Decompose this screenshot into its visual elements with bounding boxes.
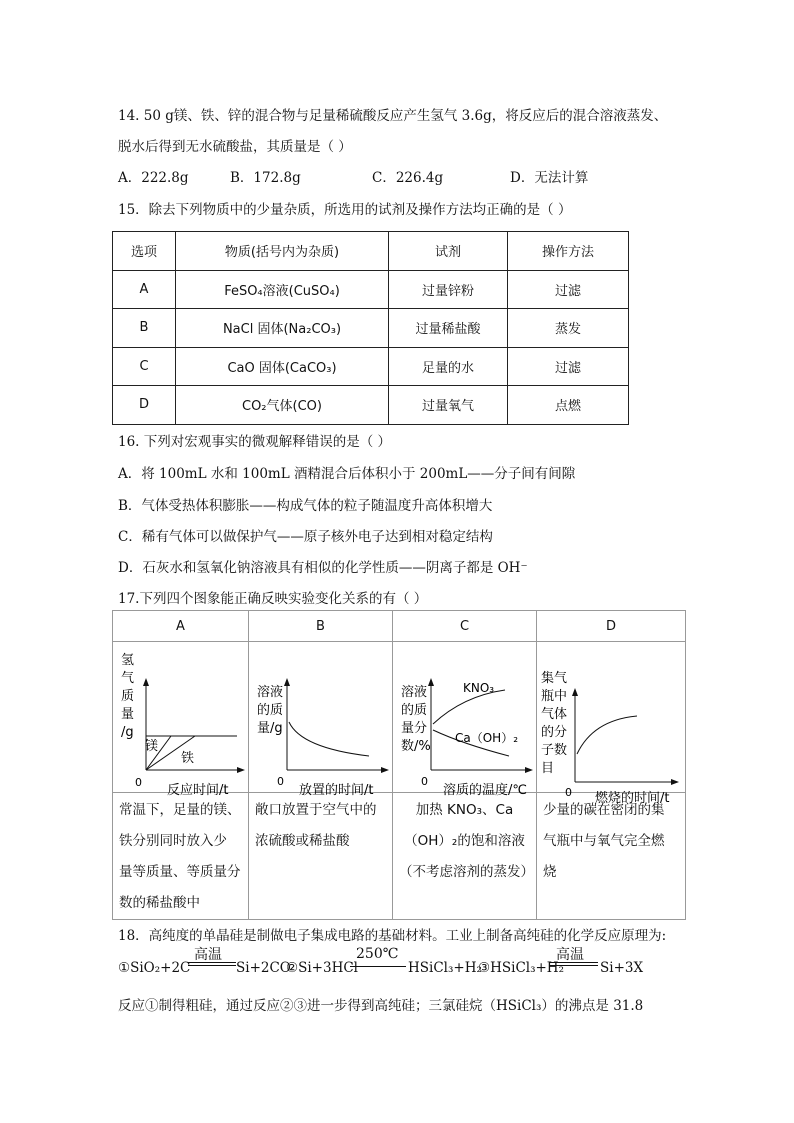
table-row — [113, 347, 629, 386]
graph-d-cell — [537, 642, 686, 806]
desc-line: 少量的碳在密闭的集 — [543, 802, 665, 818]
cell-reagent: 过量氧气 — [389, 386, 508, 425]
cell-method: 点燃 — [508, 386, 629, 425]
y-label-line: 子数 — [541, 743, 568, 758]
x-label: 反应时间/t — [167, 783, 229, 798]
eq3-left: ③HSiCl₃+H₂ — [478, 960, 564, 976]
cell-substance: NaCl 固体(Na₂CO₃) — [176, 309, 389, 348]
desc-line: 常温下，足量的镁、 — [119, 802, 241, 818]
x-label: 溶质的温度/℃ — [443, 783, 527, 798]
q16-option-b: B．气体受热体积膨胀——构成气体的粒子随温度升高体积增大 — [118, 498, 493, 514]
y-axis-arrow — [428, 678, 434, 686]
graph-b-cell — [249, 642, 393, 798]
desc-line: 敞口放置于空气中的 — [255, 802, 377, 818]
header-cell: B — [249, 611, 393, 642]
header-cell: A — [113, 611, 249, 642]
y-axis-arrow — [572, 688, 578, 696]
q14-option-a: A．222.8g — [118, 170, 189, 186]
y-axis-arrow — [284, 678, 290, 686]
x-label: 燃烧的时间/t — [595, 791, 670, 806]
mg-label: 镁 — [145, 739, 159, 754]
graph-d — [537, 642, 685, 806]
x-label: 放置的时间/t — [299, 783, 374, 798]
graph-a — [113, 642, 248, 798]
eq1-bar-bottom — [188, 965, 236, 966]
q14-option-c: C．226.4g — [372, 170, 444, 186]
caoh2-label: Ca（OH）₂ — [455, 731, 519, 745]
cell-option: C — [113, 347, 176, 386]
origin-label: 0 — [277, 775, 284, 788]
graph-a-cell — [113, 642, 249, 798]
desc-line: 数的稀盐酸中 — [119, 895, 200, 911]
q16-option-c: C．稀有气体可以做保护气——原子核外电子达到相对稳定结构 — [118, 529, 493, 545]
y-label-line: 气体 — [541, 707, 568, 722]
q18-equations — [118, 946, 678, 978]
header-cell: 物质(括号内为杂质) — [176, 232, 389, 271]
table-row — [113, 309, 629, 348]
graph-c-cell — [393, 642, 537, 798]
table-row — [113, 386, 629, 425]
graphs-row — [113, 642, 686, 793]
y-label-line: 集气 — [541, 671, 568, 686]
y-label-line: 的质 — [257, 703, 284, 718]
eq2-bar — [350, 966, 406, 967]
y-label-char: 气 — [121, 671, 135, 686]
desc-line: 烧 — [543, 864, 557, 880]
cell-option: A — [113, 270, 176, 309]
eq1-left: ①SiO₂+2C — [118, 960, 191, 976]
table-row — [113, 270, 629, 309]
descriptions-row — [113, 793, 686, 920]
header-cell: 操作方法 — [508, 232, 629, 271]
eq3-bar-top — [550, 962, 598, 963]
cell-reagent: 过量锌粉 — [389, 270, 508, 309]
cell-method: 过滤 — [508, 347, 629, 386]
y-label-line: 目 — [541, 761, 555, 776]
desc-line: 量等质量、等质量分 — [119, 864, 241, 880]
graph-b — [249, 642, 392, 798]
table-header-row — [113, 611, 686, 642]
q15-stem: 15．除去下列物质中的少量杂质，所选用的试剂及操作方法均正确的是（ ） — [118, 202, 572, 218]
q16-option-a: A．将 100mL 水和 100mL 酒精混合后体积小于 200mL——分子间有间隙 — [118, 466, 576, 482]
eq1-bar-top — [188, 962, 236, 963]
cell-substance: CO₂气体(CO) — [176, 386, 389, 425]
eq2-right: HSiCl₃+H₂ — [408, 960, 482, 976]
molecules-curve — [577, 716, 637, 754]
desc-b — [249, 793, 393, 920]
origin-label: 0 — [135, 776, 142, 789]
x-axis-arrow — [381, 767, 389, 773]
desc-d — [537, 793, 686, 920]
cell-substance: FeSO₄溶液(CuSO₄) — [176, 270, 389, 309]
header-cell: C — [393, 611, 537, 642]
kno3-label: KNO₃ — [463, 681, 495, 695]
cell-method: 过滤 — [508, 270, 629, 309]
origin-label: 0 — [565, 786, 572, 799]
y-label-line: 的分 — [541, 725, 568, 740]
q16-stem: 16. 下列对宏观事实的微观解释错误的是（ ） — [118, 434, 392, 450]
graph-c — [393, 642, 536, 798]
cell-option: B — [113, 309, 176, 348]
x-axis-arrow — [671, 779, 679, 785]
desc-c — [393, 793, 537, 920]
y-label-char: 质 — [121, 689, 135, 704]
q14-option-b: B．172.8g — [230, 170, 301, 186]
eq3-bar-bottom — [550, 965, 598, 966]
q15-table — [112, 231, 629, 425]
y-label-char: /g — [121, 725, 134, 740]
eq2-left: ②Si+3HCl — [286, 960, 358, 976]
cell-reagent: 过量稀盐酸 — [389, 309, 508, 348]
desc-line: （不考虑溶剂的蒸发） — [399, 864, 534, 880]
cell-method: 蒸发 — [508, 309, 629, 348]
q17-stem: 17.下列四个图象能正确反映实验变化关系的有（ ） — [118, 591, 428, 607]
eq1-right: Si+2CO — [236, 960, 291, 976]
q14-stem-line1: 14. 50 g镁、铁、锌的混合物与足量稀硫酸反应产生氢气 3.6g，将反应后的混合溶液蒸发、 — [118, 108, 668, 124]
header-cell: 试剂 — [389, 232, 508, 271]
table-header-row — [113, 232, 629, 271]
kno3-curve — [433, 690, 505, 724]
cell-option: D — [113, 386, 176, 425]
y-label-line: 瓶中 — [541, 689, 568, 704]
y-label-line: 数/% — [401, 739, 431, 754]
q17-table — [112, 610, 686, 920]
mass-curve — [289, 722, 369, 756]
eq3-right: Si+3X — [600, 960, 644, 976]
eq2-condition: 250℃ — [356, 946, 399, 962]
desc-line: 气瓶中与氧气完全燃 — [543, 833, 665, 849]
x-axis-arrow — [525, 767, 533, 773]
header-cell: 选项 — [113, 232, 176, 271]
q14-option-d: D．无法计算 — [510, 170, 589, 186]
q18-stem-line1: 18．高纯度的单晶硅是制做电子集成电路的基础材料。工业上制备高纯硅的化学反应原理为: — [118, 928, 667, 944]
origin-label: 0 — [421, 775, 428, 788]
eq1-condition: 高温 — [194, 947, 222, 963]
desc-line: 加热 KNO₃、Ca — [415, 802, 514, 818]
desc-line: 铁分别同时放入少 — [119, 833, 227, 849]
y-axis-arrow — [143, 678, 149, 686]
q16-option-d: D．石灰水和氢氧化钠溶液具有相似的化学性质——阴离子都是 OH⁻ — [118, 560, 528, 576]
header-cell: D — [537, 611, 686, 642]
y-label-char: 量 — [121, 707, 135, 722]
y-label-line: 溶液 — [401, 685, 428, 700]
q18-stem-line3: 反应①制得粗硅，通过反应②③进一步得到高纯硅；三氯硅烷（HSiCl₃）的沸点是 31.8 — [118, 998, 644, 1014]
y-label-line: 溶液 — [257, 685, 284, 700]
q14-stem-line2: 脱水后得到无水硫酸盐，其质量是（ ） — [118, 139, 352, 155]
y-label-line: 的质 — [401, 703, 428, 718]
x-axis-arrow — [237, 767, 245, 773]
desc-line: （OH）₂的饱和溶液 — [404, 833, 525, 849]
desc-a — [113, 793, 249, 920]
cell-reagent: 足量的水 — [389, 347, 508, 386]
desc-line: 浓硫酸或稀盐酸 — [255, 833, 350, 849]
eq3-condition: 高温 — [556, 947, 584, 963]
y-label-line: 量/g — [257, 721, 283, 736]
y-label-char: 氢 — [121, 653, 135, 668]
fe-label: 铁 — [181, 751, 195, 766]
cell-substance: CaO 固体(CaCO₃) — [176, 347, 389, 386]
y-label-line: 量分 — [401, 721, 428, 736]
